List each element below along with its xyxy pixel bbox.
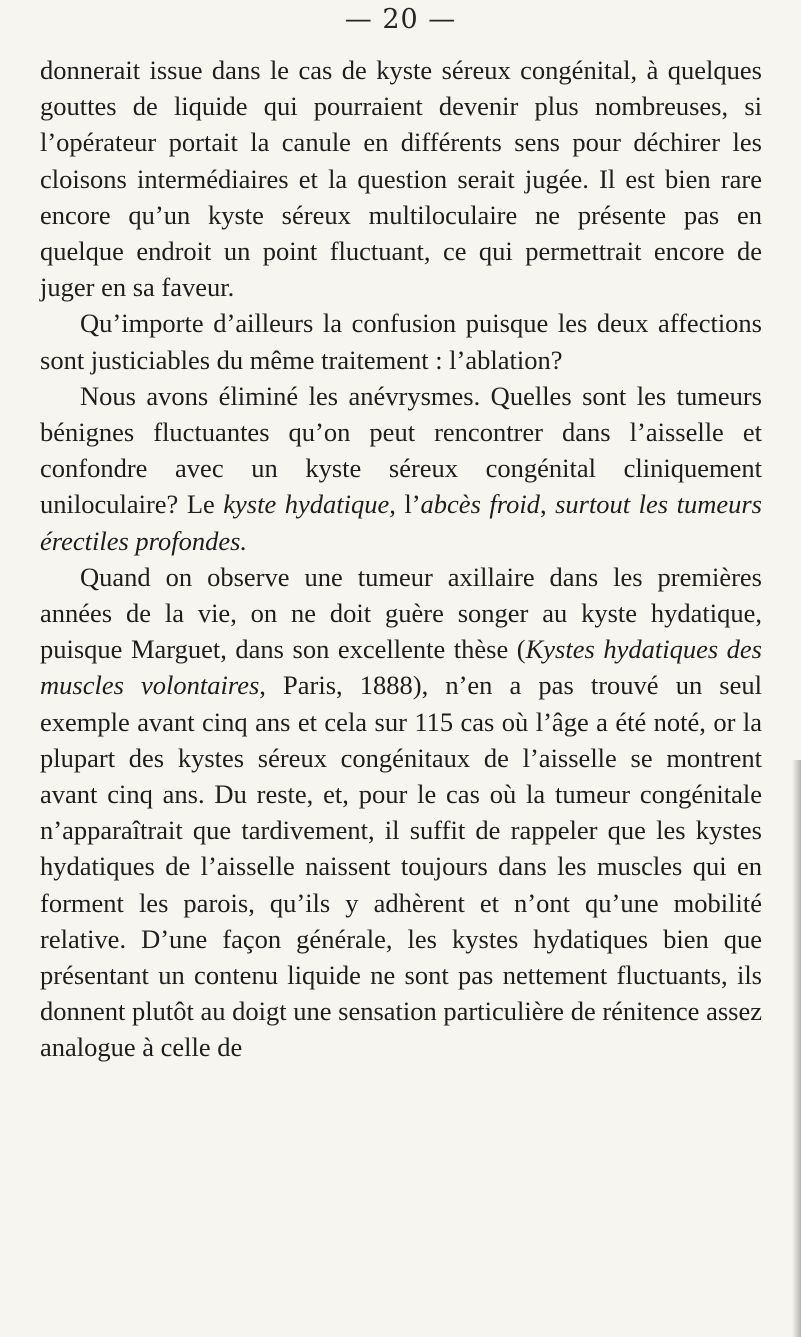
text-run: donnerait issue dans le cas de kyste séreux congénital, à quelques gouttes de liquide qui pourraient devenir plus nombreuses, si l’opérateur portait la canule en différents sens pour déchirer les cloisons intermédiaires et la question serait jugée. Il est bien rare encore qu’un kyste séreux multiloculaire ne présente pas en quelque endroit un point fluctuant, ce qui permettrait encore de juger en sa faveur. (40, 55, 762, 303)
page-edge-shadow (792, 760, 801, 1337)
italic-text-run: kyste hydatique (223, 489, 390, 520)
text-run: Nous avons éliminé les anévrysmes. Quelles sont les tumeurs bénignes fluctuantes qu’on peut rencontrer dans l’aisselle et confondre avec un kyste séreux congénital cliniquement uniloculaire? Le (40, 380, 762, 520)
text-run: , (539, 489, 556, 520)
text-run: Qu’importe d’ailleurs la confusion puisque les deux affections sont justiciables du même traitement : l’ablation? (40, 308, 762, 375)
text-run: Quand on observe une tumeur axillaire dans les premières années de la vie, on ne doit guère songer au kyste hydatique, puisque Marguet, dans son excellente thèse ( (40, 561, 762, 665)
paragraph-0 (40, 52, 762, 305)
text-run: , l’ (389, 489, 421, 520)
paragraph-2 (40, 378, 762, 559)
body-text (40, 52, 762, 1066)
paragraph-1 (40, 305, 762, 377)
page-number: — 20 — (344, 4, 457, 35)
italic-text-run: Kystes hydatiques des muscles volontaires (40, 634, 762, 701)
italic-text-run: abcès froid (420, 489, 540, 520)
text-run: , Paris, 1888), n’en a pas trouvé un seul exemple avant cinq ans et cela sur 115 cas où l’âge a été noté, or la plupart des kystes séreux congénitaux de l’aisselle se montrent avant cinq ans. Du reste, et, pour le cas où la tumeur congénitale n’apparaîtrait que tardivement, il suffit de rappeler que les kystes hydatiques de l’aisselle naissent toujours dans les muscles qui en forment les parois, qu’ils y adhèrent et n’ont qu’une mobilité relative. D’une façon générale, les kystes hydatiques bien que présentant un contenu liquide ne sont pas nettement fluctuants, ils donnent plutôt au doigt une sensation particulière de rénitence assez analogue à celle de (40, 670, 762, 1063)
paragraph-3 (40, 559, 762, 1066)
italic-text-run: surtout les tumeurs érectiles profondes. (40, 489, 762, 556)
